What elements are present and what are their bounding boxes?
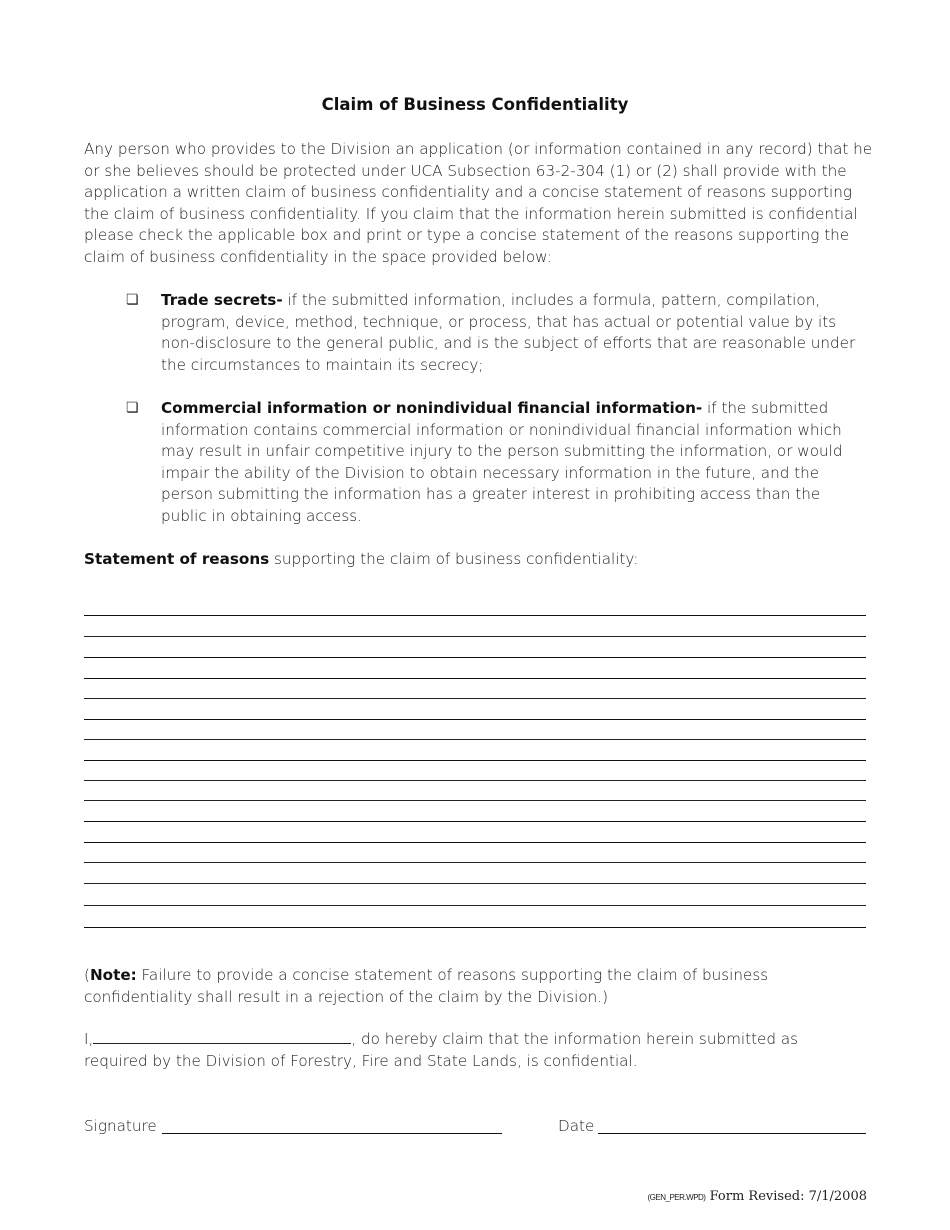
statement-line[interactable] [84,739,866,740]
form-footer [648,1186,867,1209]
statement-line[interactable] [84,821,866,822]
intro-paragraph: Any person who provides to the Division an application (or information contained in any record) that he or she believes should be protected under UCA Subsection 63-2-304 (1) or (2) shall provide with the application a written claim of business confidentiality and a concise statement of reasons supporting the claim of business confidentiality. If you claim that the information herein submitted is confidential please check the applicable box and print or type a concise statement of the reasons supporting the claim of business confidentiality in the space provided below: [84,140,873,266]
statement-line[interactable] [84,636,866,637]
signature-label: Signature [84,1117,157,1135]
form-revised: Form Revised: 7/1/2008 [709,1189,867,1204]
form-code: (GEN_PER.WPD) [647,1193,706,1202]
option-text: if the submitted information contains commercial information or nonindividual financial information which may result in unfair competitive injury to the person submitting the information, or would impair the ability of the Division to obtain necessary information in the future, and the person submitting the information has a greater interest in prohibiting access than the public in obtaining access. [161,399,843,525]
option-text: if the submitted information, includes a formula, pattern, compilation, program, device, method, technique, or process, that has actual or potential value by its non-disclosure to the general public, and is the subject of efforts that are reasonable under the circumstances to maintain its secrecy; [161,291,856,374]
statement-line[interactable] [84,698,866,699]
note-paragraph [84,965,804,1008]
date-label: Date [558,1117,595,1135]
claim-paragraph [84,1029,824,1072]
option-commercial-information [126,398,866,528]
statement-heading [84,549,874,571]
note-open-paren: ( [84,966,90,984]
statement-label: Statement of reasons [84,550,270,568]
note-text: Failure to provide a concise statement of reasons supporting the claim of business confidentiality shall result in a rejection of the claim by the Division.) [84,966,769,1006]
statement-line[interactable] [84,883,866,884]
note-label: Note: [89,966,137,984]
statement-line[interactable] [84,760,866,761]
statement-line[interactable] [84,927,866,928]
page-title: Claim of Business Confidentiality [321,95,629,114]
name-field[interactable] [93,1029,351,1044]
statement-line[interactable] [84,657,866,658]
statement-line[interactable] [84,862,866,863]
option-trade-secrets [126,290,866,380]
statement-line[interactable] [84,842,866,843]
statement-line[interactable] [84,719,866,720]
date-field[interactable] [598,1133,866,1134]
statement-line[interactable] [84,905,866,906]
statement-line[interactable] [84,678,866,679]
statement-text: supporting the claim of business confidentiality: [269,550,639,568]
statement-line[interactable] [84,800,866,801]
claim-prefix: I, [84,1030,94,1048]
claim-text: , do hereby claim that the information herein submitted as required by the Division of Forestry, Fire and State Lands, is confidential. [84,1030,799,1070]
statement-line[interactable] [84,615,866,616]
option-label: Commercial information or nonindividual financial information- [161,399,703,417]
statement-line[interactable] [84,780,866,781]
option-label: Trade secrets- [161,291,283,309]
checkbox-trade-secrets[interactable]: ❏ [126,292,139,308]
checkbox-commercial-information[interactable]: ❏ [126,400,139,416]
signature-field[interactable] [162,1133,502,1134]
